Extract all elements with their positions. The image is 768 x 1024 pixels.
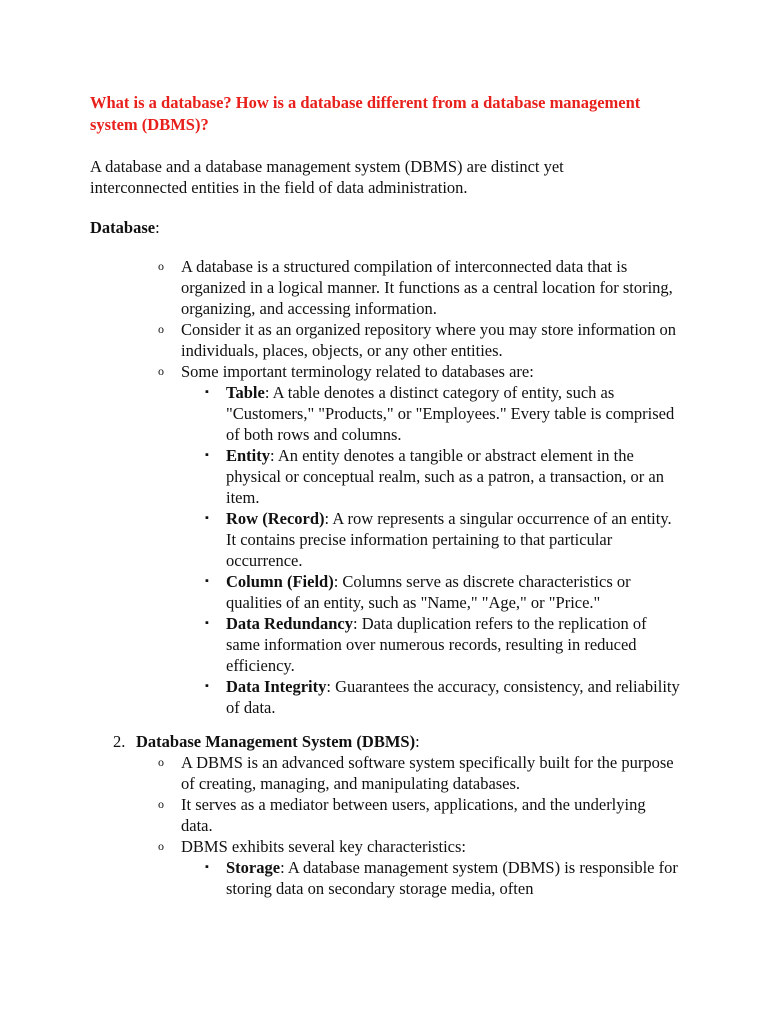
term-label: Storage xyxy=(226,858,281,877)
term-definition: : A row represents a singular occurrence of an entity. It contains precise information pertaining to that particular occurrence. xyxy=(226,509,672,570)
term-text xyxy=(226,857,681,899)
term-item-column xyxy=(0,571,768,613)
list-item xyxy=(0,319,768,361)
term-text xyxy=(226,445,681,508)
list-item xyxy=(0,836,768,857)
term-label: Column (Field) xyxy=(226,572,334,591)
term-item-data-integrity xyxy=(0,676,768,718)
list-item xyxy=(0,256,768,319)
database-heading-label: Database xyxy=(90,218,156,237)
bullet-text: Some important terminology related to databases are: xyxy=(181,362,534,381)
term-label: Data Redundancy xyxy=(226,614,353,633)
term-item-storage xyxy=(0,857,768,899)
list-item xyxy=(0,752,768,794)
dbms-section-list xyxy=(0,731,768,899)
database-heading-colon: : xyxy=(155,218,160,237)
term-definition: : A table denotes a distinct category of entity, such as "Customers," "Products," or "Employees." Every table is comprised of both rows and columns. xyxy=(226,383,675,444)
term-text xyxy=(226,571,681,613)
database-bullet-list xyxy=(0,256,768,718)
dbms-heading-text xyxy=(136,731,676,752)
term-item-data-redundancy xyxy=(0,613,768,676)
term-text xyxy=(226,676,681,718)
dbms-heading-colon: : xyxy=(415,732,420,751)
bullet-text: It serves as a mediator between users, applications, and the underlying data. xyxy=(181,795,646,835)
circle-bullet-icon: o xyxy=(158,364,164,378)
list-item xyxy=(0,361,768,382)
bullet-text: A DBMS is an advanced software system specifically built for the purpose of creating, managing, and manipulating databases. xyxy=(181,753,674,793)
square-bullet-icon: ▪ xyxy=(205,680,209,692)
square-bullet-icon: ▪ xyxy=(205,861,209,873)
question-heading: What is a database? How is a database different from a database management system (DBMS)? xyxy=(90,93,641,134)
circle-bullet-icon: o xyxy=(158,259,164,273)
term-item-entity xyxy=(0,445,768,508)
term-definition: : Data duplication refers to the replication of same information over numerous records, resulting in reduced efficiency. xyxy=(226,614,647,675)
term-definition: : An entity denotes a tangible or abstract element in the physical or conceptual realm, such as a patron, a transaction, or an item. xyxy=(226,446,664,507)
database-section-heading xyxy=(90,217,160,238)
term-label: Row (Record) xyxy=(226,509,325,528)
section-number: 2. xyxy=(113,732,126,751)
term-definition: : Guarantees the accuracy, consistency, and reliability of data. xyxy=(226,677,680,717)
term-label: Table xyxy=(226,383,265,402)
term-label: Data Integrity xyxy=(226,677,327,696)
term-definition: : Columns serve as discrete characteristics or qualities of an entity, such as "Name," "Age," or "Price." xyxy=(226,572,631,612)
term-label: Entity xyxy=(226,446,271,465)
circle-bullet-icon: o xyxy=(158,839,164,853)
term-definition: : A database management system (DBMS) is responsible for storing data on secondary storage media, often xyxy=(226,858,678,898)
term-item-row xyxy=(0,508,768,571)
circle-bullet-icon: o xyxy=(158,797,164,811)
dbms-section-heading xyxy=(0,731,768,752)
circle-bullet-icon: o xyxy=(158,322,164,336)
bullet-text: A database is a structured compilation of interconnected data that is organized in a logical manner. It functions as a central location for storing, organizing, and accessing information. xyxy=(181,257,673,318)
square-bullet-icon: ▪ xyxy=(205,386,209,398)
term-text xyxy=(226,508,681,571)
list-item xyxy=(0,794,768,836)
bullet-text: Consider it as an organized repository where you may store information on individuals, places, objects, or any other entities. xyxy=(181,320,677,360)
bullet-text: DBMS exhibits several key characteristics: xyxy=(181,837,467,856)
dbms-heading-label: Database Management System (DBMS) xyxy=(136,732,416,751)
square-bullet-icon: ▪ xyxy=(205,617,209,629)
term-item-table xyxy=(0,382,768,445)
square-bullet-icon: ▪ xyxy=(205,449,209,461)
circle-bullet-icon: o xyxy=(158,755,164,769)
square-bullet-icon: ▪ xyxy=(205,512,209,524)
intro-paragraph: A database and a database management system (DBMS) are distinct yet interconnected entities in the field of data administration. xyxy=(90,157,564,197)
term-text xyxy=(226,613,681,676)
square-bullet-icon: ▪ xyxy=(205,575,209,587)
term-text xyxy=(226,382,681,445)
